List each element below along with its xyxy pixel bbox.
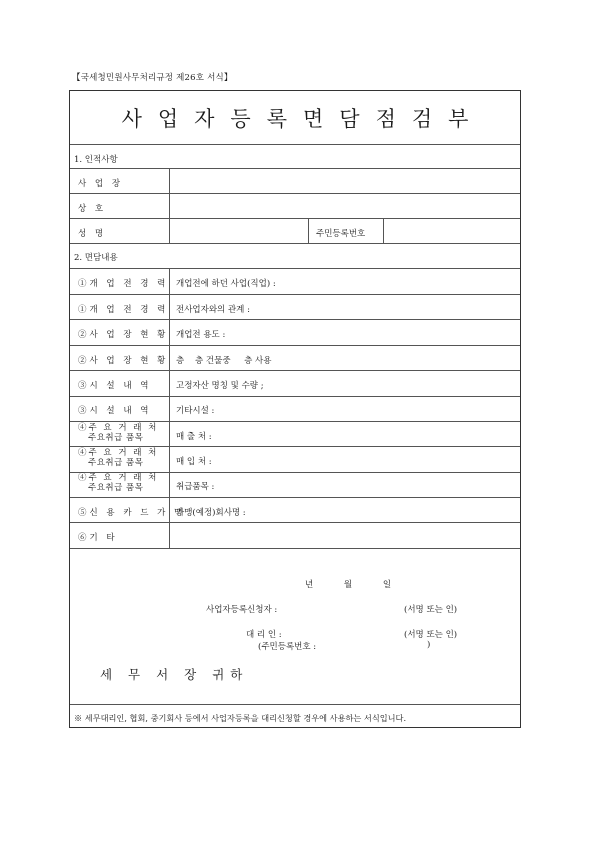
divider [70, 193, 520, 194]
divider [70, 446, 520, 447]
divider [70, 370, 520, 371]
applicant-signature: (서명 또는 인) [404, 605, 458, 615]
agent-ssn-close: ) [427, 640, 431, 650]
date-day: 일 [382, 580, 392, 590]
section-interview-content: 2. 면담내용 [74, 253, 118, 263]
divider [70, 345, 520, 346]
row-label [78, 448, 158, 468]
date-year: 년 [305, 580, 314, 590]
interview-form [69, 90, 521, 728]
divider [70, 218, 520, 219]
footnote: ※ 세무대리인, 협회, 중기회사 등에서 사업자등록을 대리신청할 경우에 사용하는 서식입니다. [74, 713, 407, 723]
row-label-main: ④주 요 거 래 처 [78, 473, 159, 483]
column-divider [169, 268, 170, 548]
divider [70, 144, 520, 145]
sales-partner-field: 매 출 처 : [176, 432, 212, 442]
row-label: ②사 업 장 현 황 [78, 330, 169, 340]
title-box [70, 91, 520, 144]
row-label: ③시 설 내 역 [78, 406, 152, 416]
divider [70, 396, 520, 397]
row-label [78, 473, 158, 493]
divider [70, 168, 520, 169]
form-title: 사업자등록면담점검부 [121, 106, 485, 131]
purchase-partner-field: 매 입 처 : [176, 457, 212, 467]
row-label [78, 423, 158, 443]
divider [70, 243, 520, 244]
row-label-main: ④주 요 거 래 처 [78, 448, 159, 458]
applicant-label: 사업자등록신청자 : [206, 605, 278, 615]
divider [70, 268, 520, 269]
name-label: 성 명 [78, 229, 107, 239]
row-label-sub: 주요취급 품목 [88, 483, 144, 493]
previous-use-field: 개업전 용도 : [176, 330, 226, 340]
other-facilities-field: 기타시설 : [176, 406, 215, 416]
divider [70, 294, 520, 295]
resident-number-label: 주민등록번호 [316, 229, 366, 239]
handled-items-field: 취급품목 : [176, 482, 215, 492]
form-reference-note: 【국세청민원사무처리규정 제26호 서식】 [72, 73, 233, 83]
column-divider [383, 218, 384, 243]
column-divider [169, 168, 170, 243]
section-personal-info: 1. 인적사항 [74, 155, 118, 165]
row-label-sub: 주요취급 품목 [88, 433, 144, 443]
row-label-main: ④주 요 거 래 처 [78, 423, 159, 433]
agent-label: 대 리 인 : [246, 630, 282, 640]
row-label: ③시 설 내 역 [78, 381, 152, 391]
row-label: ①개 업 전 경 력 [78, 305, 169, 315]
floor-usage-field: 층 층 건물중 층 사용 [176, 356, 272, 366]
fixed-assets-field: 고정자산 명칭 및 수량 ; [176, 381, 264, 391]
row-label-sub: 주요취급 품목 [88, 458, 144, 468]
date-line [291, 578, 405, 590]
column-divider [308, 218, 309, 243]
row-label: ⑥기 타 [78, 533, 118, 543]
divider [70, 497, 520, 498]
previous-business-field: 개업전에 하던 사업(직업) : [176, 279, 276, 289]
row-label: ②사 업 장 현 황 [78, 356, 169, 366]
recipient: 세 무 서 장 귀하 [100, 667, 249, 682]
date-month: 월 [343, 580, 353, 590]
prior-owner-relation-field: 전사업자와의 관계 : [176, 305, 250, 315]
divider [70, 548, 520, 549]
divider [70, 522, 520, 523]
row-label: ⑤신 용 카 드 가 맹 [78, 508, 186, 518]
agent-signature: (서명 또는 인) [404, 630, 458, 640]
row-label: ①개 업 전 경 력 [78, 279, 169, 289]
card-merchant-field: 가맹(예정)회사명 : [176, 508, 246, 518]
divider [70, 421, 520, 422]
agent-ssn-label: (주민등록번호 : [258, 642, 317, 652]
divider [70, 319, 520, 320]
trade-name-label: 상 호 [78, 204, 107, 214]
business-place-label: 사 업 장 [78, 179, 124, 189]
divider [70, 704, 520, 705]
